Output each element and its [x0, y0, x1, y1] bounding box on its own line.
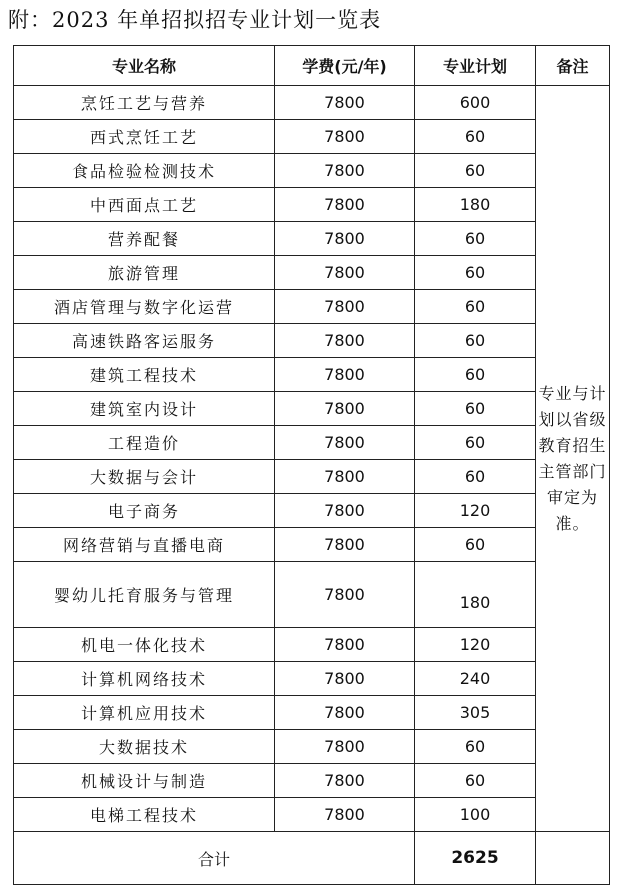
- major-name: 大数据技术: [14, 730, 275, 764]
- plan-count: 600: [415, 86, 536, 120]
- table-row: [14, 494, 610, 528]
- plan-count: 120: [415, 494, 536, 528]
- plan-count: 120: [415, 628, 536, 662]
- tuition-fee: 7800: [275, 358, 415, 392]
- page-title: 附：2023 年单招拟招专业计划一览表: [8, 8, 382, 32]
- plan-count: 60: [415, 290, 536, 324]
- plan-count: 240: [415, 662, 536, 696]
- table-row: [14, 764, 610, 798]
- table-row: [14, 730, 610, 764]
- header-plan: 专业计划: [415, 46, 536, 86]
- plan-count: 60: [415, 222, 536, 256]
- plan-count: 100: [415, 798, 536, 832]
- header-major-name: 专业名称: [14, 46, 275, 86]
- plan-count: 60: [415, 120, 536, 154]
- tuition-fee: 7800: [275, 562, 415, 628]
- major-name: 电梯工程技术: [14, 798, 275, 832]
- plan-count: 60: [415, 730, 536, 764]
- tuition-fee: 7800: [275, 662, 415, 696]
- plan-count: 180: [415, 188, 536, 222]
- major-name: 计算机应用技术: [14, 696, 275, 730]
- major-name: 中西面点工艺: [14, 188, 275, 222]
- tuition-fee: 7800: [275, 222, 415, 256]
- tuition-fee: 7800: [275, 494, 415, 528]
- table-row: [14, 324, 610, 358]
- table-row: [14, 426, 610, 460]
- major-name: 烹饪工艺与营养: [14, 86, 275, 120]
- tuition-fee: 7800: [275, 426, 415, 460]
- plan-count: 60: [415, 764, 536, 798]
- major-name: 食品检验检测技术: [14, 154, 275, 188]
- tuition-fee: 7800: [275, 764, 415, 798]
- major-name: 高速铁路客运服务: [14, 324, 275, 358]
- table-row: [14, 188, 610, 222]
- table-row: [14, 696, 610, 730]
- major-name: 旅游管理: [14, 256, 275, 290]
- tuition-fee: 7800: [275, 798, 415, 832]
- major-name: 网络营销与直播电商: [14, 528, 275, 562]
- table-row: [14, 562, 610, 628]
- total-row: [14, 832, 610, 885]
- tuition-fee: 7800: [275, 392, 415, 426]
- table-row: [14, 222, 610, 256]
- tuition-fee: 7800: [275, 528, 415, 562]
- major-name: 建筑工程技术: [14, 358, 275, 392]
- plan-count: 305: [415, 696, 536, 730]
- plan-count: 60: [415, 256, 536, 290]
- table-row: [14, 120, 610, 154]
- total-remark-empty: [536, 832, 610, 885]
- table-row: [14, 358, 610, 392]
- total-value: 2625: [415, 832, 536, 885]
- major-name: 机电一体化技术: [14, 628, 275, 662]
- table-row: [14, 798, 610, 832]
- major-name: 机械设计与制造: [14, 764, 275, 798]
- plan-count: 60: [415, 392, 536, 426]
- header-remark: 备注: [536, 46, 610, 86]
- major-name: 大数据与会计: [14, 460, 275, 494]
- plan-count: 180: [415, 562, 536, 628]
- tuition-fee: 7800: [275, 324, 415, 358]
- table-row: [14, 256, 610, 290]
- remark-cell: 专业与计划以省级教育招生主管部门审定为准。: [536, 86, 610, 832]
- major-name: 工程造价: [14, 426, 275, 460]
- major-name: 婴幼儿托育服务与管理: [14, 562, 275, 628]
- table-row: [14, 628, 610, 662]
- major-name: 酒店管理与数字化运营: [14, 290, 275, 324]
- table-row: [14, 528, 610, 562]
- table-row: [14, 86, 610, 120]
- major-name: 营养配餐: [14, 222, 275, 256]
- tuition-fee: 7800: [275, 290, 415, 324]
- major-name: 西式烹饪工艺: [14, 120, 275, 154]
- major-name: 建筑室内设计: [14, 392, 275, 426]
- tuition-fee: 7800: [275, 696, 415, 730]
- tuition-fee: 7800: [275, 460, 415, 494]
- table-row: [14, 154, 610, 188]
- table-row: [14, 290, 610, 324]
- table-row: [14, 662, 610, 696]
- tuition-fee: 7800: [275, 256, 415, 290]
- tuition-fee: 7800: [275, 154, 415, 188]
- plan-count: 60: [415, 460, 536, 494]
- tuition-fee: 7800: [275, 86, 415, 120]
- plan-count: 60: [415, 154, 536, 188]
- tuition-fee: 7800: [275, 628, 415, 662]
- header-row: [14, 46, 610, 86]
- major-name: 电子商务: [14, 494, 275, 528]
- tuition-fee: 7800: [275, 120, 415, 154]
- total-label: 合计: [14, 832, 415, 885]
- plan-count: 60: [415, 426, 536, 460]
- plan-count: 60: [415, 358, 536, 392]
- tuition-fee: 7800: [275, 730, 415, 764]
- header-tuition: 学费(元/年): [275, 46, 415, 86]
- plan-table: [13, 45, 610, 885]
- tuition-fee: 7800: [275, 188, 415, 222]
- table-row: [14, 392, 610, 426]
- plan-count: 60: [415, 324, 536, 358]
- plan-count: 60: [415, 528, 536, 562]
- table-row: [14, 460, 610, 494]
- major-name: 计算机网络技术: [14, 662, 275, 696]
